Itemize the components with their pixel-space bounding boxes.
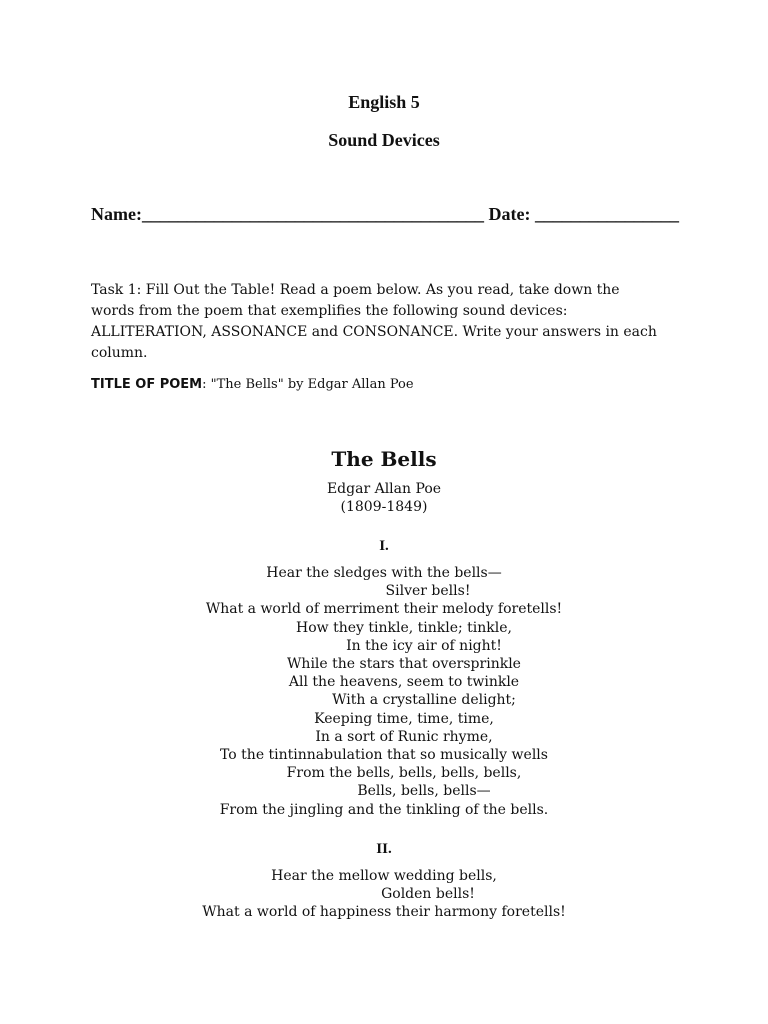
poem-line: Hear the mellow wedding bells, (271, 868, 497, 884)
poem-line: Golden bells! (381, 886, 475, 903)
stanza-lines (0, 867, 768, 922)
poem-line: What a world of merriment their melody foretells! (205, 601, 563, 618)
poem-line: With a crystalline delight; (332, 692, 516, 709)
poem-line: All the heavens, seem to twinkle (288, 674, 520, 691)
poem-line: In the icy air of night! (346, 637, 502, 654)
poem-line: In a sort of Runic rhyme, (315, 728, 493, 745)
stanza-number: I. (379, 538, 389, 554)
poem-heading: The Bells (331, 447, 437, 471)
poem-line: From the jingling and the tinkling of the bells. (219, 801, 549, 818)
poem-line: Silver bells! (385, 583, 471, 600)
name-blank: ______________________________________ (141, 204, 484, 224)
poem-author: Edgar Allan Poe (326, 481, 442, 497)
stanza-number: II. (376, 841, 392, 857)
poem-title-label: TITLE OF POEM (91, 377, 203, 392)
task-line: column. (91, 345, 148, 361)
task-instructions (91, 280, 681, 364)
poem-line: Bells, bells, bells— (357, 783, 491, 800)
name-date-line (91, 204, 691, 225)
poem-line: While the stars that oversprinkle (287, 656, 521, 673)
poem-line: Hear the sledges with the bells— (266, 565, 502, 581)
task-line: words from the poem that exemplifies the following sound devices: (91, 303, 568, 319)
task-line: ALLITERATION, ASSONANCE and CONSONANCE. Write your answers in each (91, 324, 657, 340)
date-blank: ________________ (534, 204, 679, 224)
poem-line: From the bells, bells, bells, bells, (286, 765, 522, 782)
poem-line: How they tinkle, tinkle; tinkle, (296, 619, 512, 636)
poem-years: (1809-1849) (340, 499, 428, 515)
poem-title-value: : "The Bells" by Edgar Allan Poe (202, 377, 414, 392)
subject-title: Sound Devices (328, 130, 440, 150)
poem-line: What a world of happiness their harmony foretells! (202, 904, 566, 921)
date-label: Date: (488, 204, 531, 224)
stanza-lines (0, 564, 768, 819)
poem-line: To the tintinnabulation that so musically wells (220, 747, 548, 764)
course-title: English 5 (348, 92, 420, 112)
poem-line: Keeping time, time, time, (314, 710, 494, 727)
task-line: Task 1: Fill Out the Table! Read a poem below. As you read, take down the (91, 282, 620, 298)
name-label: Name: (91, 204, 142, 224)
poem-title-line (91, 377, 691, 392)
